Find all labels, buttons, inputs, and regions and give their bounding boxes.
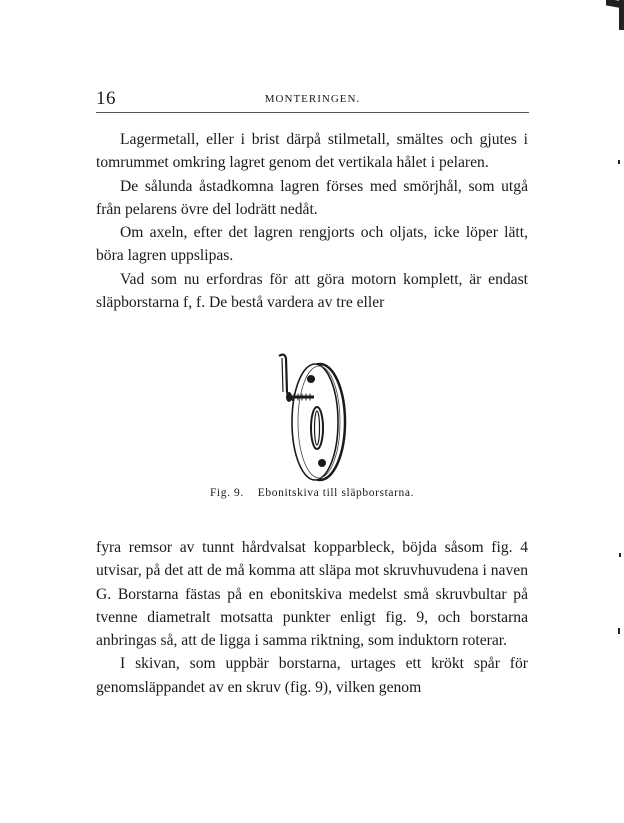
text-block-before-figure bbox=[96, 128, 528, 314]
scan-speck bbox=[618, 160, 620, 164]
scan-edge-mark bbox=[619, 0, 624, 30]
brush-strip-inner bbox=[282, 358, 283, 392]
page-number: 16 bbox=[96, 88, 116, 109]
ebonite-disc-illustration bbox=[262, 350, 352, 488]
caption-label: Fig. 9. bbox=[209, 487, 244, 499]
page-header bbox=[96, 88, 529, 113]
scan-speck bbox=[618, 628, 620, 634]
disc-hole-bottom bbox=[318, 459, 326, 467]
text-block-after-figure bbox=[96, 536, 528, 699]
disc-hole-top bbox=[307, 375, 315, 383]
paragraph: De sålunda åstadkomna lagren förses med smörjhål, som utgå från pelarens övre del lodrätt nedåt. bbox=[96, 177, 528, 218]
figure-9 bbox=[262, 350, 352, 488]
figure-caption bbox=[96, 487, 528, 499]
paragraph: Om axeln, efter det lagren rengjorts och oljats, icke löper lätt, böra lagren uppslipas. bbox=[96, 224, 528, 265]
running-title: MONTERINGEN. bbox=[264, 93, 361, 105]
paragraph: I skivan, som uppbär borstarna, urtages ett krökt spår för genomsläppandet av en skruv (fig. 9), vilken genom bbox=[96, 655, 528, 696]
scan-speck bbox=[619, 553, 621, 557]
paragraph: Vad som nu erfordras för att göra motorn komplett, är endast släpborstarna f, f. De bestå vardera av tre eller bbox=[96, 270, 528, 312]
paragraph: fyra remsor av tunnt hårdvalsat kopparbleck, böjda såsom fig. 4 utvisar, på det att de må komma att släpa mot skruvhuvudena i naven G. Borstarna fästas på en ebonitskiva medelst små skruvbultar på tvenne diametralt motsatta punkter enligt fig. 9, och borstarna anbringas så, att de ligga i samma riktning, som induktorn roterar. bbox=[96, 539, 528, 650]
paragraph: Lagermetall, eller i brist därpå stilmetall, smältes och gjutes i tomrummet omkring lagret genom det vertikala hålet i pelaren. bbox=[96, 131, 528, 172]
caption-text: Ebonitskiva till släpborstarna. bbox=[257, 487, 415, 499]
